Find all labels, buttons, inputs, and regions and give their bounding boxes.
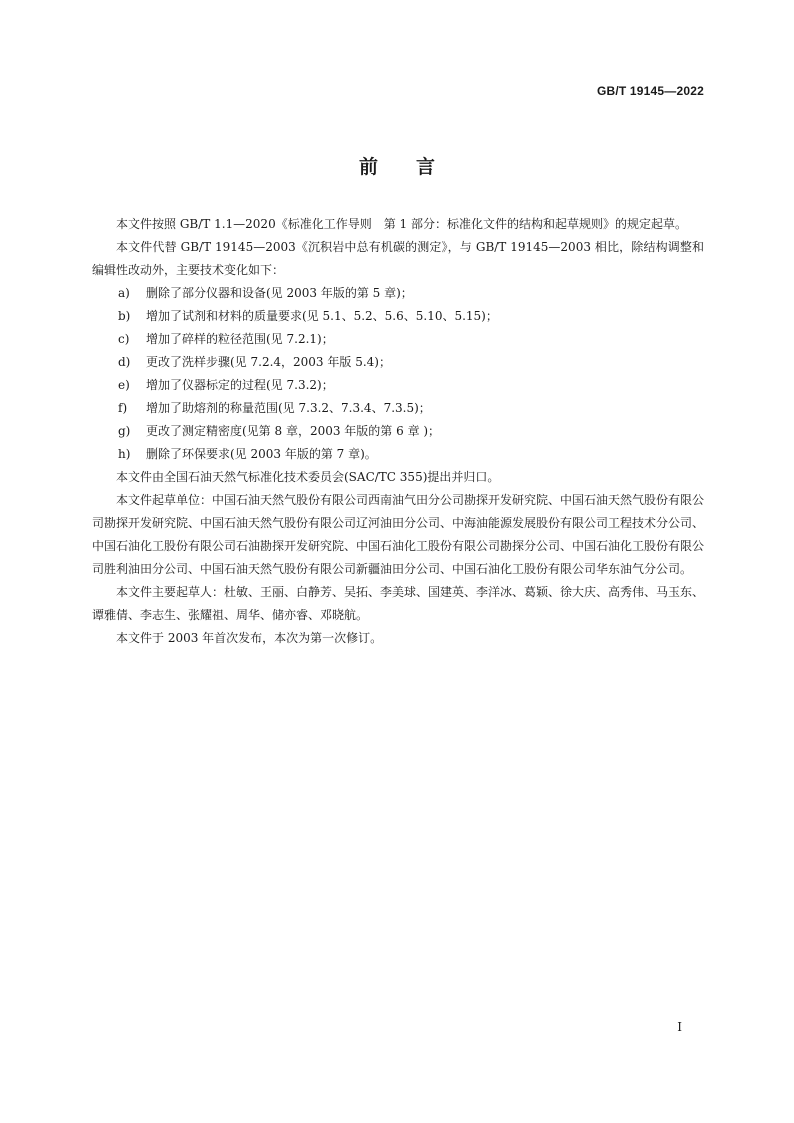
standard-code: GB/T 19145—2022: [596, 84, 704, 98]
list-marker: d): [118, 355, 131, 369]
list-item-text: 增加了试剂和材料的质量要求(见 5.1、5.2、5.6、5.10、5.15)；: [146, 309, 498, 323]
list-item-text: 增加了助熔剂的称量范围(见 7.3.2、7.3.4、7.3.5)；: [146, 401, 431, 415]
page-title: 前言: [358, 156, 473, 178]
change-item-g: [92, 420, 704, 443]
change-item-e: [92, 374, 704, 397]
change-item-b: [92, 305, 704, 328]
paragraph-history: 本文件于 2003 年首次发布，本次为第一次修订。: [116, 631, 383, 645]
list-item-text: 增加了仪器标定的过程(见 7.3.2)；: [146, 378, 334, 392]
page-number: I: [677, 1020, 682, 1034]
list-item-text: 更改了测定精密度(见第 8 章，2003 年版的第 6 章 )；: [146, 424, 441, 438]
list-marker: e): [118, 378, 130, 392]
list-item-text: 删除了环保要求(见 2003 年版的第 7 章)。: [146, 447, 377, 461]
change-item-h: [92, 443, 704, 466]
list-item-text: 删除了部分仪器和设备(见 2003 年版的第 5 章)；: [146, 286, 413, 300]
paragraph-drafters: 本文件主要起草人：杜敏、王丽、白静芳、吴拓、李美球、国建英、李洋冰、葛颖、徐大庆、高秀伟、马玉东、谭雅倩、李志生、张耀祖、周华、储亦睿、邓晓航。: [92, 585, 705, 622]
paragraph-replacement: 本文件代替 GB/T 19145—2003《沉积岩中总有机碳的测定》，与 GB/T 19145—2003 相比，除结构调整和编辑性改动外，主要技术变化如下：: [92, 240, 704, 277]
document-body: [92, 213, 704, 650]
list-marker: a): [118, 286, 130, 300]
list-item-text: 更改了洗样步骤(见 7.2.4，2003 年版 5.4)；: [146, 355, 391, 369]
change-item-c: [92, 328, 704, 351]
list-marker: f): [118, 401, 128, 415]
list-marker: h): [118, 447, 131, 461]
change-item-a: [92, 282, 704, 305]
paragraph-drafting-units: 本文件起草单位：中国石油天然气股份有限公司西南油气田分公司勘探开发研究院、中国石油天然气股份有限公司勘探开发研究院、中国石油天然气股份有限公司辽河油田分公司、中海油能源发展股份有限公司工程技术分公司、中国石油化工股份有限公司石油勘探开发研究院、中国石油化工股份有限公司勘探分公司、中国石油化工股份有限公司胜利油田分公司、中国石油天然气股份有限公司新疆油田分公司、中国石油化工股份有限公司华东油气分公司。: [92, 493, 705, 576]
paragraph-drafting-rules: 本文件按照 GB/T 1.1—2020《标准化工作导则 第 1 部分：标准化文件的结构和起草规则》的规定起草。: [116, 217, 687, 231]
list-item-text: 增加了碎样的粒径范围(见 7.2.1)；: [146, 332, 334, 346]
change-item-f: [92, 397, 704, 420]
list-marker: c): [118, 332, 130, 346]
paragraph-committee: 本文件由全国石油天然气标准化技术委员会(SAC/TC 355)提出并归口。: [116, 470, 500, 484]
change-item-d: [92, 351, 704, 374]
list-marker: g): [118, 424, 131, 438]
list-marker: b): [118, 309, 131, 323]
